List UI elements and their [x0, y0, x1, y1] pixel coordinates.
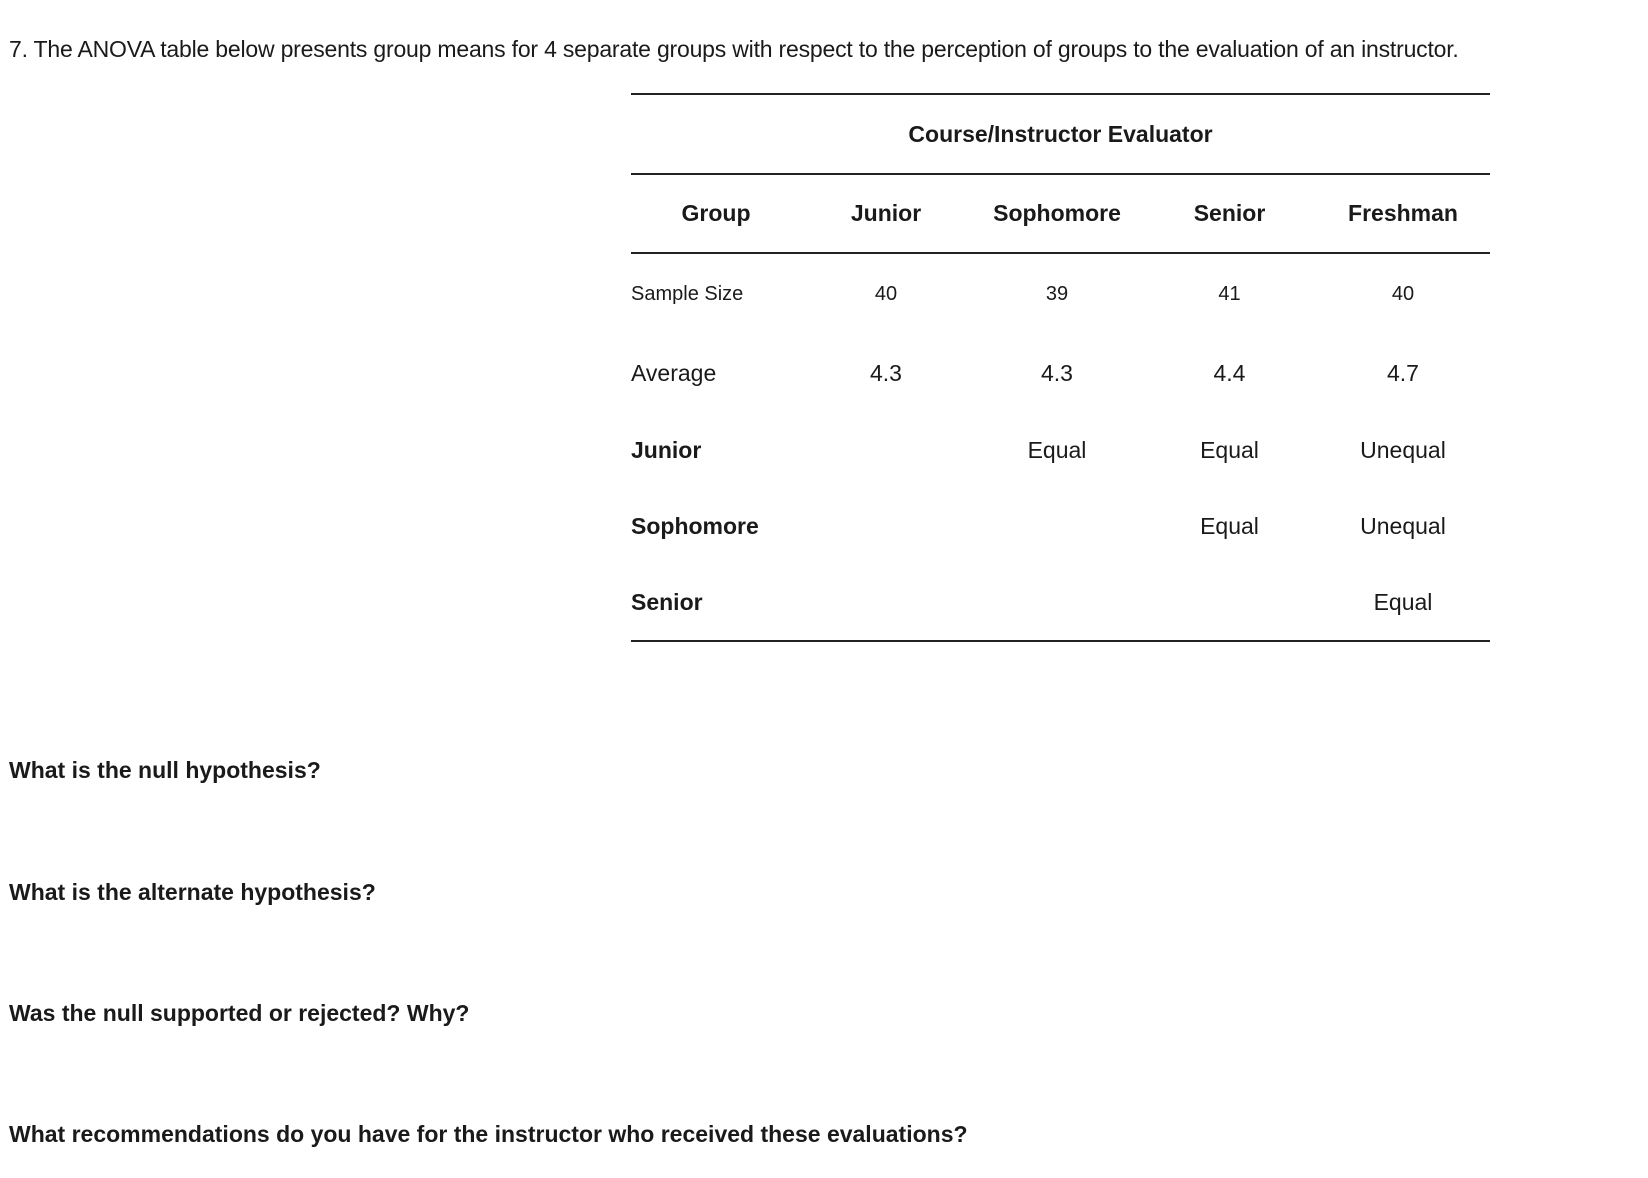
null-decision-question: Was the null supported or rejected? Why? — [9, 1000, 470, 1026]
header-senior: Senior — [1143, 175, 1316, 253]
comparison-cell: Unequal — [1360, 436, 1446, 463]
average-label: Average — [631, 359, 717, 386]
sample-size-sophomore: 39 — [1045, 282, 1069, 305]
sample-size-row — [631, 253, 1490, 334]
comparison-row-senior — [631, 564, 1490, 641]
header-sophomore: Sophomore — [971, 175, 1143, 253]
table-caption: Course/Instructor Evaluator — [631, 95, 1490, 175]
average-freshman: 4.7 — [1387, 359, 1419, 386]
header-row — [631, 175, 1490, 253]
comparison-cell: Equal — [1200, 512, 1259, 539]
average-junior: 4.3 — [870, 359, 902, 386]
comparison-row-sophomore — [631, 488, 1490, 564]
comparison-cell — [971, 564, 1143, 641]
comparison-cell — [801, 412, 971, 488]
comparison-cell: Unequal — [1360, 512, 1446, 539]
comparison-cell — [801, 488, 971, 564]
comparison-cell — [801, 564, 971, 641]
average-senior: 4.4 — [1213, 359, 1246, 386]
comparison-cell: Equal — [1373, 588, 1433, 615]
header-freshman: Freshman — [1316, 175, 1490, 253]
recommendations-question: What recommendations do you have for the instructor who received these evaluations? — [9, 1121, 968, 1147]
header-junior: Junior — [801, 175, 971, 253]
comparison-row-junior — [631, 412, 1490, 488]
comparison-label: Senior — [631, 588, 703, 615]
group-means-table — [631, 175, 1490, 642]
alternate-hypothesis-question: What is the alternate hypothesis? — [9, 879, 376, 905]
comparison-cell: Equal — [1200, 436, 1259, 463]
sample-size-label: Sample Size — [631, 282, 744, 305]
sample-size-senior: 41 — [1218, 282, 1241, 305]
comparison-cell — [971, 488, 1143, 564]
sample-size-junior: 40 — [874, 282, 898, 305]
average-sophomore: 4.3 — [1041, 359, 1073, 386]
average-row — [631, 334, 1490, 412]
comparison-cell: Equal — [1027, 436, 1087, 463]
comparison-cell — [1143, 564, 1316, 641]
null-hypothesis-question: What is the null hypothesis? — [9, 757, 321, 783]
anova-table — [631, 93, 1490, 642]
sample-size-freshman: 40 — [1391, 282, 1415, 305]
comparison-label: Sophomore — [631, 512, 759, 539]
comparison-label: Junior — [631, 436, 702, 463]
header-group: Group — [631, 175, 801, 253]
question-intro: 7. The ANOVA table below presents group means for 4 separate groups with respect to the perception of groups to the evaluation of an instructor. — [9, 36, 1459, 62]
